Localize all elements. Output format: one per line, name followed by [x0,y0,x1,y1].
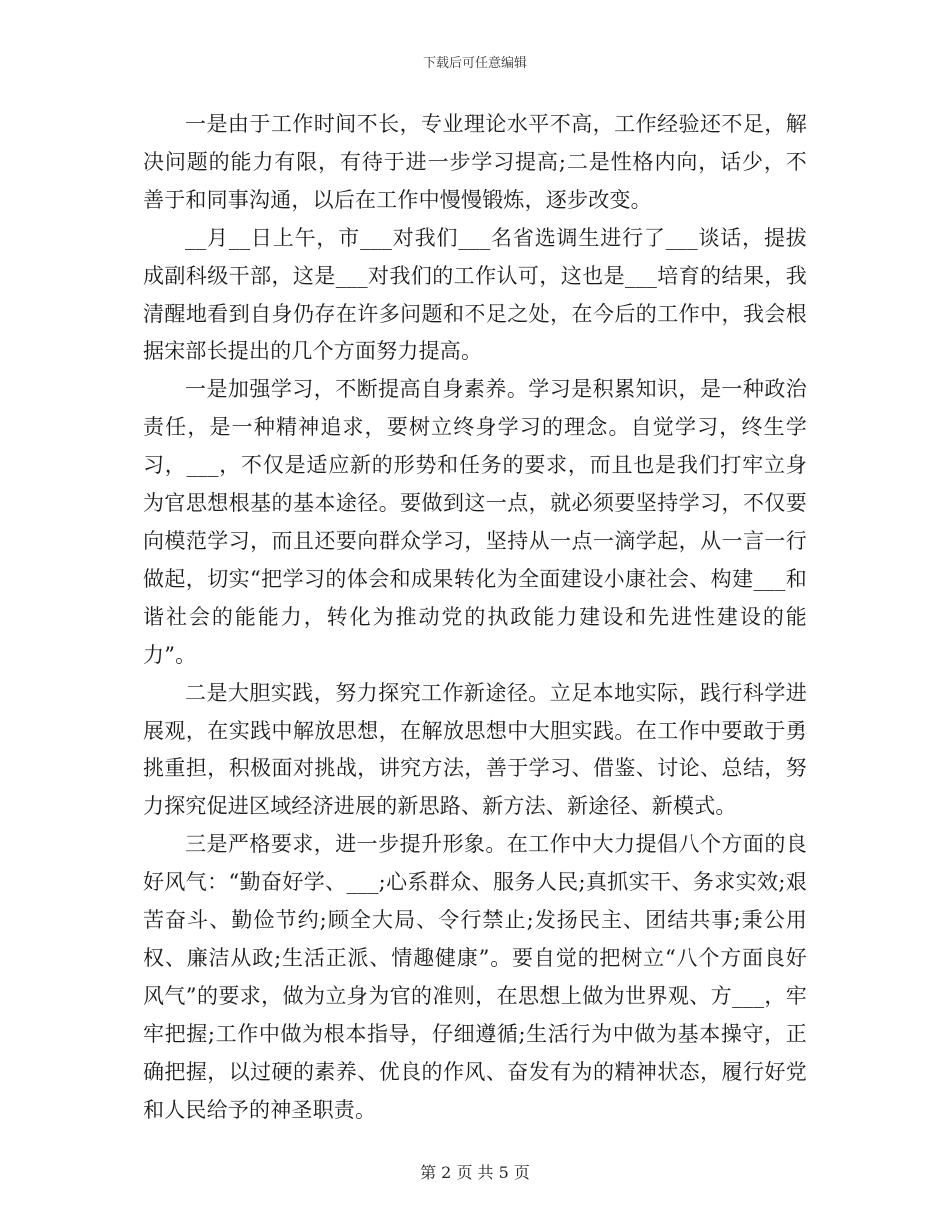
paragraph-4: 二是大胆实践，努力探究工作新途径。立足本地实际，践行科学进展观，在实践中解放思想，在解放思想中大胆实践。在工作中要敢于勇挑重担，积极面对挑战，讲究方法，善于学习、借鉴、讨论、总结，努力探究促进区域经济进展的新思路、新方法、新途径、新模式。 [143,680,807,819]
page-header: 下载后可任意编辑 [422,56,527,71]
document-body [143,106,807,1129]
paragraph-5: 三是严格要求，进一步提升形象。在工作中大力提倡八个方面的良好风气：“勤奋好学、___;心系群众、服务人民;真抓实干、务求实效;艰苦奋斗、勤俭节约;顾全大局、令行禁止;发扬民主、团结共事;秉公用权、廉洁从政;生活正派、情趣健康”。要自觉的把树立“八个方面良好风气”的要求，做为立身为官的准则，在思想上做为世界观、方___，牢牢把握;工作中做为根本指导，仔细遵循;生活行为中做为基本操守，正确把握，以过硬的素养、优良的作风、奋发有为的精神状态，履行好党和人民给予的神圣职责。 [143,832,807,1122]
page-number-footer: 第 2 页 共 5 页 [420,1163,530,1182]
paragraph-2: __月__日上午，市___对我们___名省选调生进行了___谈话，提拔成副科级干部，这是___对我们的工作认可，这也是___培育的结果，我清醒地看到自身仍存在许多问题和不足之处，在今后的工作中，我会根据宋部长提出的几个方面努力提高。 [143,225,807,364]
paragraph-3: 一是加强学习，不断提高自身素养。学习是积累知识，是一种政治责任，是一种精神追求，要树立终身学习的理念。自觉学习，终生学习，___，不仅是适应新的形势和任务的要求，而且也是我们打牢立身为官思想根基的基本途径。要做到这一点，就必须要坚持学习，不仅要向模范学习，而且还要向群众学习，坚持从一点一滴学起，从一言一行做起，切实“把学习的体会和成果转化为全面建设小康社会、构建___和谐社会的能能力，转化为推动党的执政能力建设和先进性建设的能力”。 [143,377,807,667]
paragraph-1: 一是由于工作时间不长，专业理论水平不高，工作经验还不足，解决问题的能力有限，有待于进一步学习提高;二是性格内向，话少，不善于和同事沟通，以后在工作中慢慢锻炼，逐步改变。 [143,112,807,212]
